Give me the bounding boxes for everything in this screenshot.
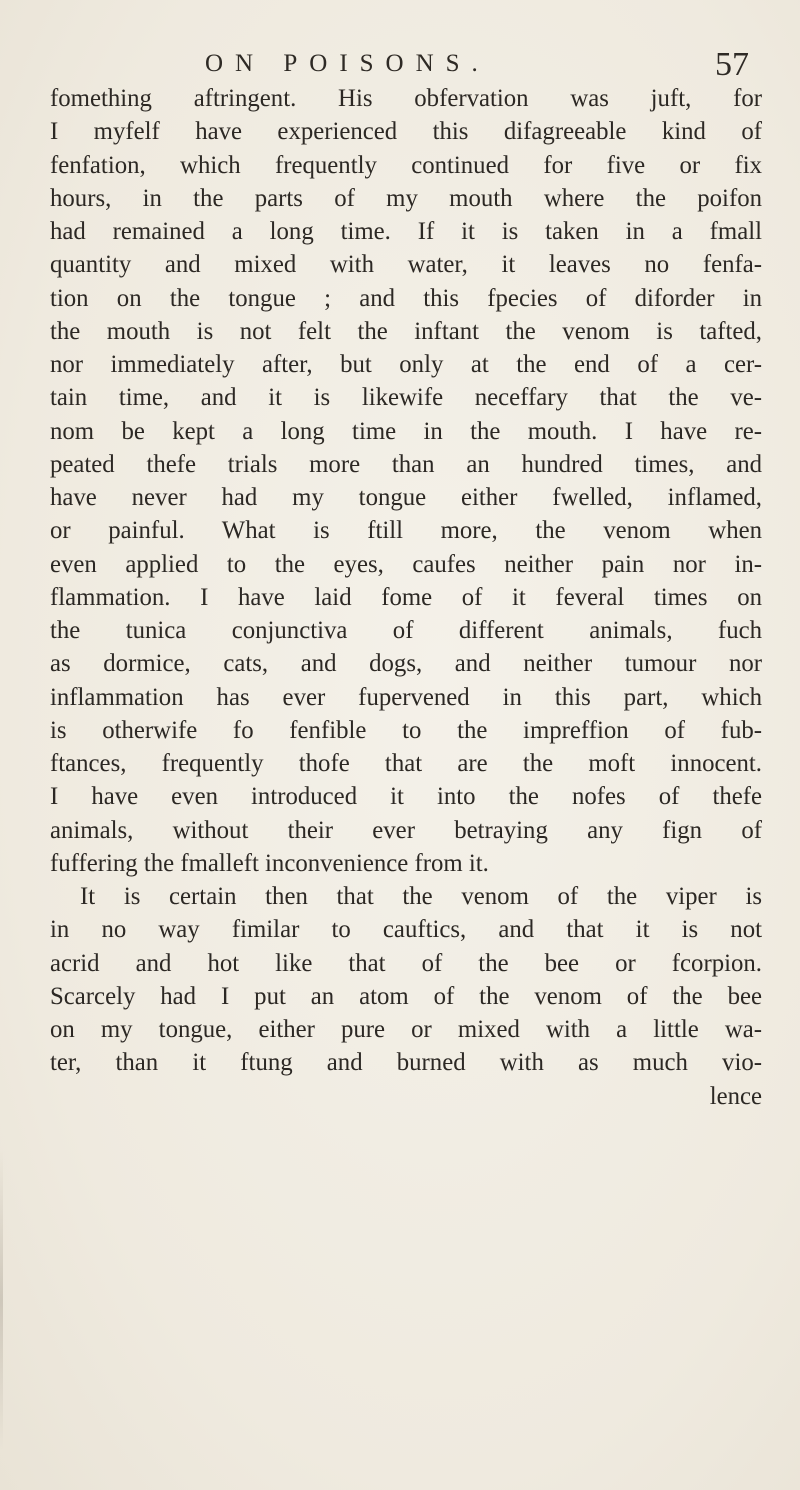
text-line: Scarcely had I put an atom of the venom of the bee bbox=[50, 982, 762, 1010]
text-line: tion on the tongue ; and this fpecies of diforder in bbox=[50, 284, 762, 312]
text-line: I myfelf have experienced this difagreeable kind of bbox=[50, 118, 762, 146]
text-line: It is certain then that the venom of the viper is bbox=[80, 883, 762, 910]
text-line: even applied to the eyes, caufes neither pain nor in- bbox=[50, 550, 762, 578]
text-line: ter, than it ftung and burned with as much vio- bbox=[50, 1049, 762, 1077]
text-line: fomething aftringent. His obfervation was juft, for bbox=[50, 85, 762, 112]
text-line: the mouth is not felt the inftant the venom is tafted, bbox=[50, 317, 762, 345]
text-line: have never had my tongue either fwelled, inflamed, bbox=[50, 484, 762, 511]
text-line: as dormice, cats, and dogs, and neither tumour nor bbox=[50, 650, 762, 678]
body-text bbox=[50, 82, 762, 1113]
text-line: tain time, and it is likewife neceffary that the ve- bbox=[50, 384, 762, 412]
text-line: or painful. What is ftill more, the venom when bbox=[50, 517, 762, 545]
text-line: fenfation, which frequently continued for five or fix bbox=[50, 151, 762, 179]
text-line: the tunica conjunctiva of different animals, fuch bbox=[50, 617, 762, 644]
text-line: acrid and hot like that of the bee or fcorpion. bbox=[50, 949, 762, 977]
text-line: on my tongue, either pure or mixed with a little wa- bbox=[50, 1016, 762, 1043]
text-line: had remained a long time. If it is taken in a fmall bbox=[50, 218, 762, 245]
text-line: fuffering the fmalleft inconvenience from it. bbox=[50, 849, 489, 877]
text-line: animals, without their ever betraying any fign of bbox=[50, 816, 762, 844]
text-line: inflammation has ever fupervened in this part, which bbox=[50, 683, 762, 711]
text-line: hours, in the parts of my mouth where the poifon bbox=[50, 184, 762, 212]
text-line: I have even introduced it into the nofes of thefe bbox=[50, 783, 762, 811]
text-line: in no way fimilar to cauftics, and that it is not bbox=[50, 916, 762, 944]
text-line: ftances, frequently thofe that are the moft innocent. bbox=[50, 750, 762, 777]
text-line: quantity and mixed with water, it leaves no fenfa- bbox=[50, 251, 762, 279]
running-head: ON POISONS. bbox=[205, 50, 490, 77]
text-line: is otherwife fo fenfible to the impreffion of fub- bbox=[50, 716, 762, 744]
catchword: lence bbox=[709, 1082, 762, 1110]
page-number: 57 bbox=[715, 46, 749, 83]
text-line: peated thefe trials more than an hundred times, and bbox=[50, 450, 762, 478]
text-line: flammation. I have laid fome of it feveral times on bbox=[50, 583, 762, 611]
text-line: nom be kept a long time in the mouth. I have re- bbox=[50, 417, 762, 445]
text-line: nor immediately after, but only at the end of a cer- bbox=[50, 351, 762, 378]
page-edge-shadow bbox=[0, 1150, 3, 1450]
